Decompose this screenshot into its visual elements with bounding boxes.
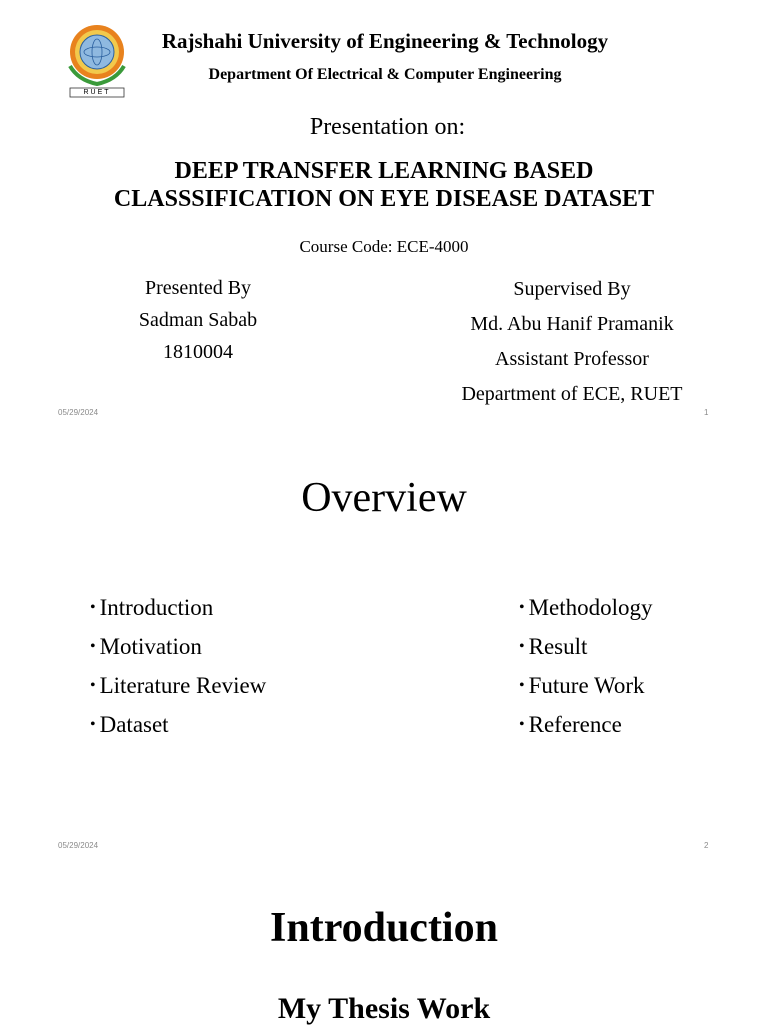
bullet-icon: • [90, 599, 96, 616]
introduction-title: Introduction [270, 905, 498, 951]
slide-1 [0, 0, 768, 432]
overview-item-label: Introduction [99, 595, 214, 620]
ruet-logo-emblem [66, 22, 128, 98]
bullet-icon: • [90, 677, 96, 694]
bullet-icon: • [519, 638, 525, 655]
overview-item [90, 668, 266, 707]
overview-item-label: Methodology [528, 595, 653, 620]
overview-item [90, 707, 266, 746]
university-name: Rajshahi University of Engineering & Technology [161, 29, 609, 53]
supervised-by-heading: Supervised By [513, 278, 631, 300]
presentation-title-line2: CLASSSIFICATION ON EYE DISEASE DATASET [113, 186, 655, 212]
overview-item [519, 590, 653, 629]
presented-by-heading: Presented By [144, 277, 252, 299]
ruet-logo [66, 22, 128, 98]
slide-2 [0, 432, 768, 864]
overview-item-label: Reference [528, 712, 622, 737]
supervisor-designation: Assistant Professor [495, 348, 649, 370]
overview-item [519, 668, 653, 707]
overview-item [90, 590, 266, 629]
overview-list-left [90, 590, 266, 746]
department-name: Department Of Electrical & Computer Engineering [208, 66, 562, 83]
presented-by-block [98, 272, 298, 368]
slide-2-page-number: 2 [704, 841, 709, 850]
overview-item-label: Literature Review [99, 673, 267, 698]
overview-item-label: Future Work [528, 673, 645, 698]
overview-item-label: Result [528, 634, 588, 659]
bullet-icon: • [519, 599, 525, 616]
slide-2-date: 05/29/2024 [58, 841, 99, 850]
slide-3 [0, 864, 768, 1024]
overview-item [519, 629, 653, 668]
supervisor-name: Md. Abu Hanif Pramanik [470, 313, 674, 335]
overview-item-label: Dataset [99, 712, 169, 737]
bullet-icon: • [90, 716, 96, 733]
bullet-icon: • [90, 638, 96, 655]
presenter-id: 1810004 [163, 341, 233, 363]
overview-item [519, 707, 653, 746]
overview-list-right [519, 590, 653, 746]
ruet-logo-label: RUET [83, 89, 111, 96]
course-code: Course Code: ECE-4000 [299, 237, 469, 256]
presentation-on-label: Presentation on: [309, 114, 466, 140]
slide-1-page-number: 1 [704, 408, 709, 417]
bullet-icon: • [519, 677, 525, 694]
presentation-title-line1: DEEP TRANSFER LEARNING BASED [174, 158, 594, 184]
overview-item-label: Motivation [99, 634, 202, 659]
overview-title: Overview [301, 475, 467, 521]
presenter-name: Sadman Sabab [138, 309, 258, 331]
overview-item [90, 629, 266, 668]
supervisor-department: Department of ECE, RUET [461, 383, 683, 405]
slide-1-date: 05/29/2024 [58, 408, 99, 417]
bullet-icon: • [519, 716, 525, 733]
supervised-by-block [432, 272, 712, 412]
introduction-subtitle: My Thesis Work [277, 992, 491, 1025]
